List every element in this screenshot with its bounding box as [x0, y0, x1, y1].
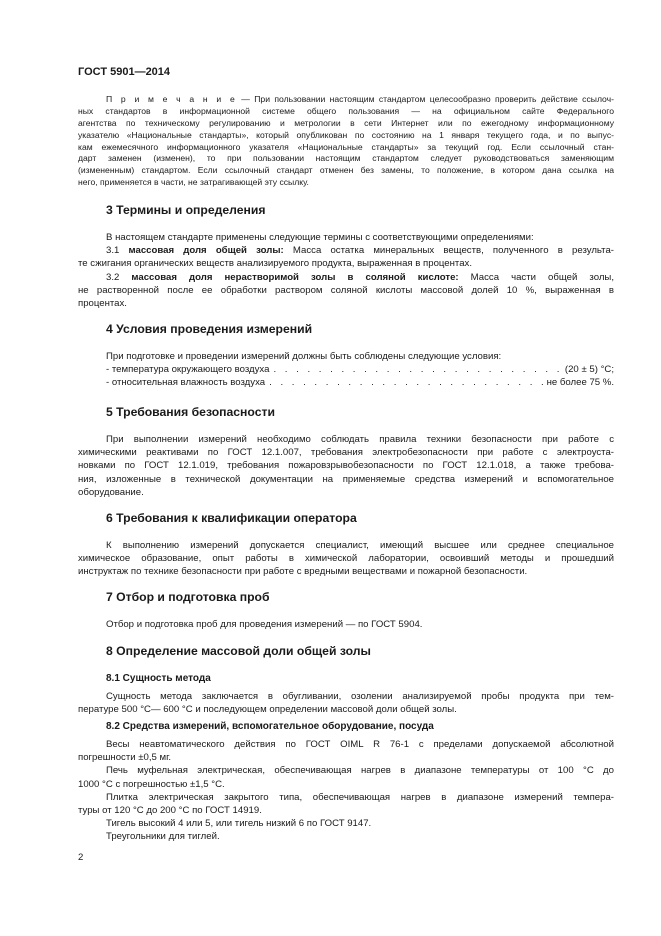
text-line: Печь муфельная электрическая, обеспечивающая нагрев в диапазоне температуры от 100 °С до — [106, 765, 614, 777]
term-3-2-cont: процентах. — [78, 297, 127, 309]
section-8-2-body — [78, 738, 614, 844]
section-4-intro: При подготовке и проведении измерений должны быть соблюдены следующие условия: — [106, 351, 502, 362]
term-number: 3.2 — [106, 271, 132, 283]
condition-value: не более 75 %. — [546, 377, 614, 389]
text-line: инструктаж по технике безопасности при работе с вредными веществами и пожарной безопасности. — [78, 566, 528, 578]
term-name: массовая доля нерастворимой золы в соляной кислоте: — [131, 271, 459, 283]
text-line: погрешности ±0,5 мг. — [78, 752, 172, 764]
section-3-body — [78, 231, 614, 310]
note-line: (измененным) стандартом. Если ссылочный стандарт отменен без замены, то положение, в котором дана ссылка на — [78, 165, 614, 176]
text-line: К выполнению измерений допускается специалист, имеющий высшее или среднее специальное — [106, 540, 614, 551]
section-7-heading: 7 Отбор и подготовка проб — [106, 590, 270, 604]
section-7-body — [78, 618, 614, 631]
text-line: Плитка электрическая закрытого типа, обеспечивающая нагрев в диапазоне измерений темпера- — [106, 791, 614, 803]
text-line: При выполнении измерений необходимо соблюдать правила техники безопасности при работе с — [106, 434, 614, 445]
text-line: Отбор и подготовка проб для проведения измерений — по ГОСТ 5904. — [106, 619, 423, 630]
note-label: П р и м е ч а н и е — [106, 94, 237, 104]
term-3-1 — [78, 244, 614, 257]
text-line: Весы неавтоматического действия по ГОСТ OIML R 76-1 с пределами допускаемой абсолютной — [106, 739, 614, 750]
term-number: 3.1 — [106, 245, 129, 257]
term-3-2 — [78, 271, 614, 284]
condition-label: - температура окружающего воздуха — [106, 364, 270, 376]
section-8-1-body — [78, 690, 614, 716]
section-5-heading: 5 Требования безопасности — [106, 405, 275, 419]
section-3-heading: 3 Термины и определения — [106, 203, 266, 217]
text-line: ния, изложенные в технической документации на применяемые средства измерений и вспомогательное — [78, 473, 614, 485]
note-line: дарт заменен (изменен), то при пользовании настоящим стандартом следует руководствоваться заменяющим — [78, 153, 614, 164]
text-line: Сущность метода заключается в обугливании, озолении анализируемой пробы продукта при тем- — [106, 691, 614, 702]
note-line: него, применяется в части, не затрагивающей эту ссылку. — [78, 177, 309, 188]
section-5-body — [78, 433, 614, 499]
condition-label: - относительная влажность воздуха — [106, 377, 266, 389]
term-definition: Масса остатка минеральных веществ, полученного в результа- — [283, 245, 614, 257]
document-header: ГОСТ 5901—2014 — [78, 66, 171, 78]
term-definition: Масса части общей золы, — [458, 271, 614, 283]
text-line: химическими реактивами по ГОСТ 12.1.007, требования электробезопасности при работе с электроуста- — [78, 447, 614, 459]
text-line: химическое образование, опыт работы в химической лаборатории, освоивший методы и прошедший — [78, 553, 614, 565]
note-line: кам ежемесячного информационного указателя «Национальные стандарты» за текущий год. Если ссылочный стан- — [78, 141, 614, 152]
section-4-heading: 4 Условия проведения измерений — [106, 322, 313, 336]
section-8-2-heading: 8.2 Средства измерений, вспомогательное оборудование, посуда — [106, 721, 434, 732]
text-line: пературе 500 °С— 600 °С и последующем определении массовой доли общей золы. — [78, 704, 457, 716]
section-6-body — [78, 539, 614, 579]
text-line: туры от 120 °С до 200 °С по ГОСТ 14919. — [78, 804, 262, 816]
note-line: агентства по техническому регулированию и метрологии в сети Интернет или по ежегодному информационному — [78, 117, 614, 128]
note-paragraph — [78, 94, 614, 189]
condition-temperature — [78, 363, 614, 376]
condition-value: (20 ± 5) °С; — [564, 364, 614, 376]
section-4-body — [78, 350, 614, 390]
section-3-intro: В настоящем стандарте применены следующие термины с соответствующими определениями: — [106, 232, 534, 243]
text-line: Тигель высокий 4 или 5, или тигель низкий 6 по ГОСТ 9147. — [106, 818, 372, 830]
term-3-1-cont: те сжигания органических веществ анализируемого продукта, выраженная в процентах. — [78, 258, 473, 270]
term-name: массовая доля общей золы: — [128, 245, 284, 257]
text-line: оборудование. — [78, 486, 144, 498]
dot-leader — [273, 363, 560, 376]
condition-humidity — [78, 376, 614, 389]
note-text: — При пользовании настоящим стандартом целесообразно проверить действие ссылоч- — [236, 94, 614, 104]
text-line: новками по ГОСТ 12.1.019, требования пожаровзрывобезопасности по ГОСТ 12.1.018, а также требова- — [78, 460, 614, 472]
dot-leader — [269, 376, 543, 389]
page-number: 2 — [78, 852, 84, 863]
term-3-2-cont: не растворенной после ее обработки раствором соляной кислоты массовой долей 10 %, выраженная в — [78, 284, 614, 296]
note-line: ных стандартов в информационной системе общего пользования — на официальном сайте Федерального — [78, 105, 614, 116]
text-line: 1000 °С с погрешностью ±1,5 °С. — [78, 778, 225, 790]
section-8-1-heading: 8.1 Сущность метода — [106, 673, 211, 684]
section-6-heading: 6 Требования к квалификации оператора — [106, 511, 357, 525]
note-line: указателю «Национальные стандарты», который опубликован по состоянию на 1 января текущего года, и по выпус- — [78, 129, 614, 140]
text-line: Треугольники для тиглей. — [106, 831, 220, 843]
note-line — [78, 94, 614, 106]
section-8-heading: 8 Определение массовой доли общей золы — [106, 644, 371, 658]
